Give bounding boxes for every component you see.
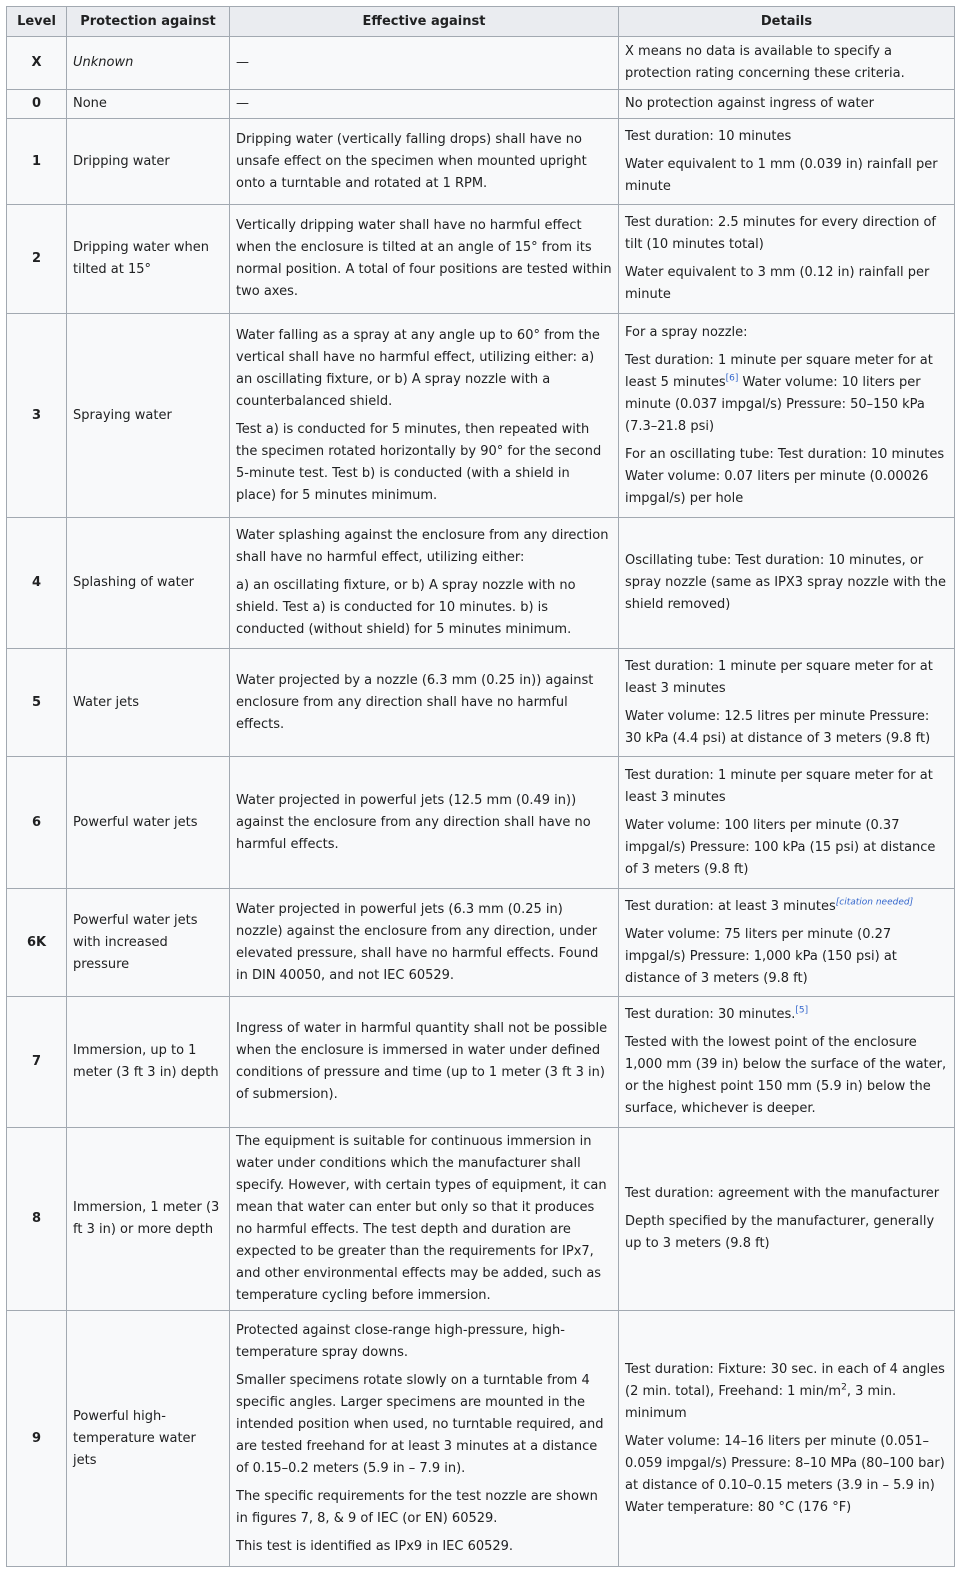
details-cell bbox=[619, 997, 955, 1128]
protection-cell: Powerful water jets with increased pressure bbox=[67, 889, 230, 997]
protection-cell: Powerful water jets bbox=[67, 757, 230, 889]
level-cell: 7 bbox=[7, 997, 67, 1128]
header-effective-against[interactable]: Effective against bbox=[230, 7, 619, 37]
effective-text: The equipment is suitable for continuous immersion in water under conditions which the manufacturer shall specify. However, with certain types of equipment, it can mean that water can enter but only so that it produces no harmful effects. The test depth and duration are expected to be greater than the requirements for IPx7, and other environmental effects may be added, such as temperature cycling before immersion. bbox=[236, 1134, 607, 1303]
effective-text: Vertically dripping water shall have no harmful effect when the enclosure is tilted at an angle of 15° from its normal position. A total of four positions are tested within two axes. bbox=[236, 218, 612, 299]
effective-text: This test is identified as IPx9 in IEC 60529. bbox=[236, 1538, 514, 1554]
details-text: No protection against ingress of water bbox=[625, 96, 874, 111]
details-cell bbox=[619, 119, 955, 205]
details-text: Water volume: 75 liters per minute (0.27 impgal/s) Pressure: 1,000 kPa (150 psi) at distance of 3 meters (9.8 ft) bbox=[625, 926, 897, 986]
details-cell bbox=[619, 1311, 955, 1567]
details-text: Test duration: 2.5 minutes for every direction of tilt (10 minutes total) bbox=[625, 215, 937, 252]
details-text: Test duration: 1 minute per square meter for at least 3 minutes bbox=[625, 658, 933, 696]
effective-text: Water falling as a spray at any angle up to 60° from the vertical shall have no harmful effect, utilizing either: a) an oscillating fixture, or b) A spray nozzle with a counterbalanced shield. bbox=[236, 327, 600, 409]
header-details[interactable]: Details bbox=[619, 7, 955, 37]
protection-cell: Water jets bbox=[67, 649, 230, 757]
level-cell: X bbox=[7, 37, 67, 90]
level-cell: 3 bbox=[7, 314, 67, 518]
details-text-part: Test duration: 1 minute per square meter for at least 5 minutes bbox=[625, 352, 933, 390]
details-cell bbox=[619, 889, 955, 997]
effective-cell bbox=[230, 90, 619, 119]
details-text: Water equivalent to 3 mm (0.12 in) rainfall per minute bbox=[625, 265, 930, 302]
effective-text: The specific requirements for the test nozzle are shown in figures 7, 8, & 9 of IEC (or EN) 60529. bbox=[236, 1488, 598, 1526]
details-text-part: Test duration: 30 minutes. bbox=[625, 1007, 796, 1022]
details-text: Tested with the lowest point of the enclosure 1,000 mm (39 in) below the surface of the water, or the highest point 150 mm (5.9 in) below the surface, whichever is deeper. bbox=[625, 1035, 947, 1116]
effective-text: — bbox=[236, 55, 249, 70]
details-text: Depth specified by the manufacturer, generally up to 3 meters (9.8 ft) bbox=[625, 1214, 935, 1251]
effective-text: — bbox=[236, 96, 249, 111]
details-cell bbox=[619, 649, 955, 757]
details-text-part: , 3 min. minimum bbox=[625, 1383, 897, 1421]
effective-cell bbox=[230, 1128, 619, 1311]
effective-text: Water projected in powerful jets (6.3 mm (0.25 in) nozzle) against the enclosure from any direction, under elevated pressure, shall have no harmful effects. Found in DIN 40050, and not IEC 60529. bbox=[236, 901, 599, 983]
protection-cell: Dripping water when tilted at 15° bbox=[67, 205, 230, 314]
protection-cell: Splashing of water bbox=[67, 518, 230, 649]
details-text: Water volume: 14–16 liters per minute (0.051–0.059 impgal/s) Pressure: 8–10 MPa (80–100 bar) at distance of 0.10–0.15 meters (3.9 in – 5.9 in) Water temperature: 80 °C (176 °F) bbox=[625, 1433, 945, 1515]
details-text bbox=[625, 350, 948, 438]
effective-cell bbox=[230, 314, 619, 518]
citation-needed-link[interactable]: [citation needed] bbox=[835, 897, 914, 908]
effective-cell bbox=[230, 1311, 619, 1567]
effective-cell bbox=[230, 649, 619, 757]
protection-cell: Immersion, up to 1 meter (3 ft 3 in) depth bbox=[67, 997, 230, 1128]
superscript: 2 bbox=[841, 1382, 847, 1393]
ip-water-rating-table bbox=[6, 6, 955, 1567]
table-row bbox=[7, 649, 955, 757]
effective-text: Smaller specimens rotate slowly on a turntable from 4 specific angles. Larger specimens are mounted in the intended position when used, no turntable required, and are tested freehand for at least 3 minutes at a distance of 0.15–0.2 meters (5.9 in – 7.9 in). bbox=[236, 1372, 604, 1476]
citation-link[interactable]: [5] bbox=[795, 1005, 809, 1016]
details-text: Oscillating tube: Test duration: 10 minutes, or spray nozzle (same as IPX3 spray nozzle with the shield removed) bbox=[625, 553, 946, 612]
details-text: Water equivalent to 1 mm (0.039 in) rainfall per minute bbox=[625, 156, 938, 194]
effective-text: Dripping water (vertically falling drops) shall have no unsafe effect on the specimen when mounted upright onto a turntable and rotated at 1 RPM. bbox=[236, 131, 587, 191]
level-cell: 6K bbox=[7, 889, 67, 997]
level-cell: 2 bbox=[7, 205, 67, 314]
effective-cell bbox=[230, 37, 619, 90]
protection-cell: Immersion, 1 meter (3 ft 3 in) or more depth bbox=[67, 1128, 230, 1311]
effective-text: Test a) is conducted for 5 minutes, then repeated with the specimen rotated horizontally by 90° for the second 5-minute test. Test b) is conducted (with a shield in place) for 5 minutes minimum. bbox=[236, 421, 602, 503]
details-cell bbox=[619, 37, 955, 90]
table-row bbox=[7, 1311, 955, 1567]
details-text: Test duration: 10 minutes bbox=[625, 128, 792, 144]
level-cell: 8 bbox=[7, 1128, 67, 1311]
details-text-part: Water volume: 10 liters per minute (0.037 impgal/s) Pressure: 50–150 kPa (7.3–21.8 psi) bbox=[625, 374, 925, 434]
details-text bbox=[625, 896, 948, 918]
table-row bbox=[7, 1128, 955, 1311]
table-row bbox=[7, 37, 955, 90]
ip-water-rating-table-container bbox=[6, 6, 955, 1567]
effective-text: Water projected by a nozzle (6.3 mm (0.25 in)) against enclosure from any direction shall have no harmful effects. bbox=[236, 672, 594, 732]
protection-cell: Dripping water bbox=[67, 119, 230, 205]
effective-text: a) an oscillating fixture, or b) A spray nozzle with no shield. Test a) is conducted for 10 minutes. b) is conducted (without shield) for 5 minutes minimum. bbox=[236, 578, 576, 637]
details-cell bbox=[619, 1128, 955, 1311]
details-text: Test duration: agreement with the manufacturer bbox=[625, 1186, 940, 1201]
details-cell bbox=[619, 518, 955, 649]
details-text-part: Test duration: Fixture: 30 sec. in each of 4 angles (2 min. total), Freehand: 1 min/m bbox=[625, 1361, 945, 1399]
protection-cell: Powerful high-temperature water jets bbox=[67, 1311, 230, 1567]
table-row bbox=[7, 205, 955, 314]
table-row bbox=[7, 90, 955, 119]
details-cell bbox=[619, 314, 955, 518]
level-cell: 1 bbox=[7, 119, 67, 205]
effective-text: Water splashing against the enclosure from any direction shall have no harmful effect, utilizing either: bbox=[236, 528, 609, 565]
level-cell: 5 bbox=[7, 649, 67, 757]
details-text: Water volume: 100 liters per minute (0.37 impgal/s) Pressure: 100 kPa (15 psi) at distance of 3 meters (9.8 ft) bbox=[625, 817, 936, 877]
effective-cell bbox=[230, 997, 619, 1128]
table-row bbox=[7, 518, 955, 649]
details-text-part: Test duration: at least 3 minutes bbox=[625, 898, 836, 914]
level-cell: 0 bbox=[7, 90, 67, 119]
table-row bbox=[7, 757, 955, 889]
protection-cell: None bbox=[67, 90, 230, 119]
level-cell: 9 bbox=[7, 1311, 67, 1567]
details-text: Test duration: 1 minute per square meter for at least 3 minutes bbox=[625, 767, 933, 805]
level-cell: 4 bbox=[7, 518, 67, 649]
header-level[interactable]: Level bbox=[7, 7, 67, 37]
effective-text: Protected against close-range high-pressure, high-temperature spray downs. bbox=[236, 1322, 565, 1360]
details-cell bbox=[619, 205, 955, 314]
details-text: Water volume: 12.5 litres per minute Pressure: 30 kPa (4.4 psi) at distance of 3 meters (9.8 ft) bbox=[625, 708, 931, 746]
details-text: For an oscillating tube: Test duration: 10 minutes Water volume: 0.07 liters per minute (0.00026 impgal/s) per hole bbox=[625, 446, 945, 506]
protection-cell: Spraying water bbox=[67, 314, 230, 518]
details-text bbox=[625, 1359, 948, 1425]
effective-cell bbox=[230, 205, 619, 314]
table-row bbox=[7, 889, 955, 997]
table-row bbox=[7, 997, 955, 1128]
effective-cell bbox=[230, 757, 619, 889]
details-text bbox=[625, 1004, 948, 1026]
header-protection-against[interactable]: Protection against bbox=[67, 7, 230, 37]
table-header-row bbox=[7, 7, 955, 37]
effective-cell bbox=[230, 889, 619, 997]
details-text: X means no data is available to specify a protection rating concerning these criteria. bbox=[625, 44, 905, 81]
effective-cell bbox=[230, 518, 619, 649]
effective-text: Water projected in powerful jets (12.5 mm (0.49 in)) against the enclosure from any direction shall have no harmful effects. bbox=[236, 792, 591, 852]
details-text: For a spray nozzle: bbox=[625, 324, 748, 340]
details-cell bbox=[619, 757, 955, 889]
effective-cell bbox=[230, 119, 619, 205]
effective-text: Ingress of water in harmful quantity shall not be possible when the enclosure is immersed in water under defined conditions of pressure and time (up to 1 meter (3 ft 3 in) of submersion). bbox=[236, 1021, 608, 1102]
protection-cell: Unknown bbox=[67, 37, 230, 90]
table-row bbox=[7, 119, 955, 205]
citation-link[interactable]: [6] bbox=[725, 373, 739, 384]
details-cell bbox=[619, 90, 955, 119]
table-row bbox=[7, 314, 955, 518]
level-cell: 6 bbox=[7, 757, 67, 889]
